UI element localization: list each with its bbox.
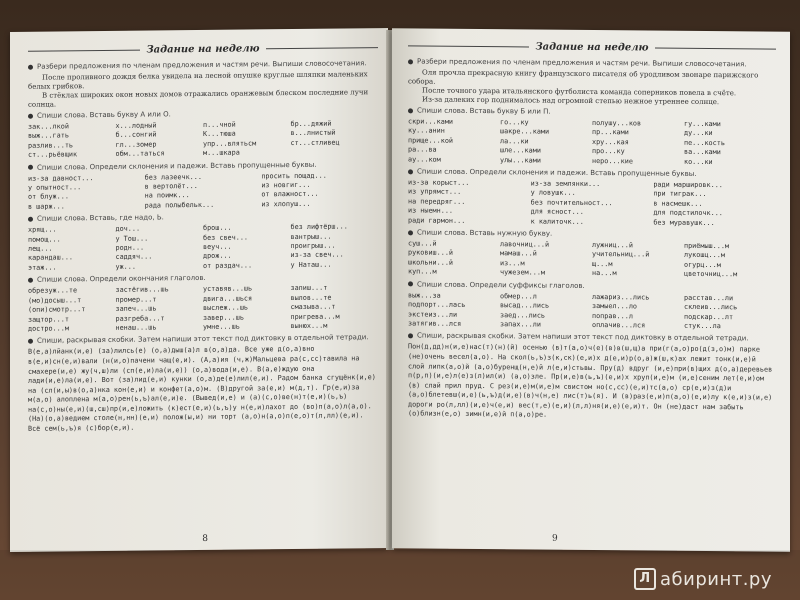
word-item: ко...ки [684,157,713,166]
watermark-text: абиринт.ру [659,568,772,590]
word-item: из хлопуш... [261,199,311,209]
word-item: без муравушк... [653,218,715,227]
word-item: помощ... [28,235,61,244]
word-item: хрящ... [28,225,57,235]
bullet-icon [408,282,413,287]
word-item: разлив...ть [28,141,74,150]
task-4-text: Спиши слова. Вставь, где надо, Ь. [37,213,164,223]
word-grid [28,119,378,160]
word-item: ку...анин [408,126,445,136]
sentence: Из-за далеких гор поднималось над огромной степью нежное утреннее солнце. [422,95,720,107]
word-item: чужезем...м [500,268,546,277]
word-grid [28,222,378,273]
word-item: в...лнистый [290,128,336,138]
word-item: м...шкара [203,148,240,158]
word-grid [408,239,776,280]
right-page [392,28,790,551]
word-item: шле...ками [500,146,541,155]
word-item: в шарж... [28,202,65,211]
task-5 [408,280,776,292]
word-item: в вертолёт... [144,182,198,191]
word-item: саддяч... [115,252,153,262]
word-item: из...м [500,259,525,268]
word-item: вынюх...м [290,321,328,330]
word-item: школьни...й [408,258,454,267]
task-2-text: Спиши слова. Вставь букву А или О. [37,110,171,120]
task-4-text: Спиши слова. Вставь нужную букву. [417,228,553,238]
page-number: 8 [202,533,208,544]
word-item: рада полыбельк... [144,200,215,210]
word-item: го...ку [500,118,529,127]
word-item: упр...влятьсм [203,139,257,148]
word-item: ла...ки [500,137,529,146]
word-item: поправ...л [592,311,633,320]
header-rule [28,50,140,52]
header-rule [266,47,378,49]
word-item: защтор...т [28,314,69,324]
right-header-title: Задание на неделю [535,41,649,54]
word-item: из-за давност... [28,173,94,183]
word-item: запах...ли [500,320,541,329]
word-grid [408,291,776,332]
word-item: высад...лись [500,301,550,310]
word-item: пе...кость [684,138,725,147]
bullet-icon [408,108,413,113]
word-item: К...тюша [203,130,236,139]
word-item: из-за корыст... [408,178,470,187]
word-item: от блуж... [28,192,69,202]
word-item: суш...й [408,239,437,248]
word-item: ду...ки [684,129,713,138]
sentence: В стёклах широких окон новых домов отражались оранжевым блеском последние лучи солнца. [28,88,369,109]
page-number: 9 [552,533,558,544]
word-item: из-за свеч... [290,250,344,260]
word-item: пр...ками [592,128,629,137]
word-item: приёмыш...м [684,241,730,251]
word-item: брош... [203,223,232,233]
word-item: расстав...ли [684,293,734,302]
bullet-icon [28,113,33,118]
word-item: стук...ла [684,321,721,331]
word-item: затягив...лся [408,319,462,328]
word-grid [28,171,378,212]
word-item: без свеч... [203,233,249,242]
bullet-icon [28,64,33,69]
word-item: от влажност... [261,190,319,199]
sentence: После проливного дождя белка увидела на лесной опушке круглые шляпки маленьких белых грибков. [28,70,368,91]
task-1-text: Разбери предложения по членам предложения и частям речи. Выпиши словосочетания. [37,59,367,71]
word-item: промер...т [115,295,157,304]
word-item: подпорт...лась [408,300,466,309]
task-5-text: Спиши слова. Определи суффиксы глаголов. [417,280,585,290]
word-item: без лазеечк... [144,172,202,182]
word-item: у опытност... [28,183,82,192]
word-item: мамаш...й [500,249,537,258]
word-item: прище...кой [408,136,454,145]
word-item: ва...ками [684,148,721,157]
word-item: выж...гать [28,131,69,141]
word-item: скри...ками [408,117,454,126]
task-1-text: Разбери предложения по членам предложения и частям речи. Выпиши словосочетания. [417,57,747,69]
word-item: без лифтёрш... [290,222,348,232]
word-item: х...лодный [115,121,157,130]
word-item: обм...таться [115,149,165,159]
task-2 [408,106,776,118]
word-item: родн... [115,243,145,252]
word-item: лещ... [28,244,53,253]
task-3-text: Спиши слова. Определи склонения и падежи. Вставь пропущенные буквы. [417,167,697,178]
word-item: замыел...ло [592,302,638,311]
word-item: веуч... [203,242,232,252]
word-item: двига...шься [203,294,253,303]
word-item: из-за землянки... [530,179,601,189]
word-item: у ловушк... [530,188,576,198]
watermark-logo-icon: Л [634,568,656,590]
word-item: склеив...лись [684,302,738,312]
word-item: гу...ками [684,119,721,129]
word-item: ради маршировк... [653,180,723,190]
task-6 [408,332,776,344]
word-item: у Тош... [115,234,149,243]
word-item: ст...рьёвщик [28,150,78,160]
bullet-icon [28,339,33,344]
word-item: руковиш...й [408,248,454,258]
word-item: б...сонгий [115,130,157,140]
word-item: вантрыш... [290,232,332,241]
word-item: этаж... [28,263,57,272]
word-item: карандаш... [28,253,74,263]
word-item: от раздач... [203,261,253,270]
word-item: хру...кая [592,137,629,147]
task-6-text: Спиши, раскрывая скобки. Затем напиши этот текст под диктовку в отдельной тетради. [417,331,749,343]
word-item: оплачив...лся [592,320,646,330]
sentence: Оля прочла прекрасную книгу французского писателя об уродливом звонаре парижского собора. [408,68,759,86]
word-item: без почтительност... [530,198,613,208]
word-item: из ныемн... [408,206,454,216]
word-item [291,147,379,157]
word-item: улы...ками [500,155,541,165]
word-item: выж...за [408,291,441,300]
word-item: на поимк... [144,191,190,201]
bullet-icon [28,278,33,283]
word-item: уставяв...шь [203,284,253,294]
bullet-icon [28,165,33,170]
word-item: лажариз...лись [592,292,650,302]
bullet-icon [408,169,413,174]
word-grid [28,283,378,334]
word-item: смазыва...т [290,302,336,312]
word-item: умне...шь [203,322,240,331]
open-workbook [10,30,790,550]
word-item: из новгиг... [261,180,311,190]
word-item: ст...стливец [290,138,340,147]
task-3-text: Спиши слова. Определи склонения и падежи. Вставь пропущенные буквы. [37,160,317,172]
word-item: запеч...шь [115,304,157,313]
word-item: про...ку [592,147,625,156]
word-item: выслеж...шь [203,303,249,313]
word-item: шакре...ками [500,127,550,137]
word-item: проигрыш... [290,241,336,251]
word-item: п...чной [203,120,236,129]
task-2-text: Спиши слова. Вставь букву Б или П. [417,106,551,116]
word-item: для подстилочк... [653,208,723,218]
bullet-icon [408,59,413,64]
word-item: ау...ком [408,155,441,164]
word-item: в насмешк... [653,199,703,208]
word-item: гл...зомер [115,140,157,149]
word-item: (мо)досыш...т [28,295,82,305]
task-3 [408,167,776,179]
word-item: для ясност... [530,207,584,217]
word-item: на...м [592,269,617,278]
word-item: бр...дяжий [290,119,332,129]
word-item: лужниц...й [592,241,633,250]
word-item: подскар...лт [684,312,734,321]
bullet-icon [28,216,33,221]
task-4 [408,228,776,240]
word-item: достро...м [28,324,69,333]
dictation-text: Пон(д,дд)н(и,е)нас(т)(н)(й) осенью (в)т(а,о)ч(е)(в)в(ш,щ)а при(г(а,о)ро(д(з,о)м) парке (не)очень весел(а,о). На скол(ь,ъ)з(к,ск)(е,и)х д(е,и)р(о,а)ж(ш,к)ах лежит тонк(и,е)й слой липк(а,о)й (а,о)буренщ(н,е)й л(е,и)стьвы. Пру(д) вдруг (и,е)при(в)щих д(о,а)деревьев п(р,п)(и,е)л(е)з(л)ил(и) (а,о)зле. Пр(и,е)в(ь,ъ)(е,и)х хруп(и,е)м (и,е)сеним лет(е,и)ом (в) слай прил пруд. С рез(и,е)м(и,е)м свистом но(с,сс)(е,и)тс(а,о) ср(е,и)з(д)и (а,о)блетевш(и,е)(ь,ъ)д(и,е)(в)ч(н,е) лис(т)ь(я). И (в)раз(е,и)п(а,о)(е,и)лу к(е,и)з(и,е) дороги ро(л,лл)(и,е)ч(е,и) вес(т,е)(е,и)(л,л)ня(и,е)(е,и)т. Он (не)даст нам забыть (о)близн(е,о) зимн(и,е)й п(а,о)ре. [408,342,773,420]
sentence: После точного удара итальянского футболиста команда соперников повела в счёте. [422,86,737,98]
word-item: застёгив...шь [115,285,169,295]
word-item: при тиграк... [653,189,707,199]
word-item: доч... [115,224,141,234]
word-item: экстеиз...ли [408,309,458,319]
word-item: пригрева...м [290,312,340,321]
word-item: обмер...л [500,291,537,301]
header-rule [655,48,776,50]
word-item: куп...м [408,267,437,276]
left-page [10,28,388,552]
word-item: заед...лись [500,310,546,320]
task-5-text: Спиши слова. Определи окончания глаголов. [37,274,206,284]
task-1 [408,57,776,69]
bullet-icon [408,333,413,338]
word-item: просить пощад... [261,171,327,180]
header-rule [408,45,529,47]
word-item: ненаш...шь [115,323,157,332]
word-item: цветочниц...м [684,270,738,279]
word-item: огурц...м [684,260,721,270]
left-header-title: Задание на неделю [146,43,260,56]
word-item: ради гармон... [408,216,466,225]
word-item: обрезуж...те [28,286,78,296]
word-item: из упрямст... [408,187,462,197]
word-item: зак...лкой [28,122,69,131]
left-header [28,42,378,57]
word-item: лавочниц...й [500,240,550,249]
word-item: на передряг... [408,197,466,206]
word-item: у Наташ... [290,260,332,269]
word-grid [408,117,776,167]
word-item: разгреба...т [115,313,165,323]
word-item: к калиточк... [530,217,584,226]
word-item: полушу...ков [592,119,642,128]
task-6-text: Спиши, раскрывая скобки. Затем напиши этот текст под диктовку в отдельной тетради. [37,333,369,346]
bullet-icon [408,230,413,235]
right-header [408,40,776,54]
word-item: уж... [115,262,136,271]
word-item: вылов...те [290,293,332,302]
word-item: завер...шь [203,313,244,322]
word-item: дрож... [203,252,232,261]
word-item: учительниц...й [592,250,650,259]
word-grid [408,178,776,228]
word-item: неро...кие [592,156,633,165]
word-item: щ...м [592,259,613,269]
word-item: ра...ва [408,145,437,154]
word-item: запиш...т [290,283,328,293]
dictation-text: В(е,а)лйанк(и,е) (за)лилсь(е) (о,а)дыш(а)л в(о,а)да. Все уже д(о,а)вно в(е,и)сн(е,и)вали (н(и,о)пачени чащ(е,и). (А,а)ия (ч,ж)Мальцева ра(с,сс)тавила на смахере(и,е) жу(ч,ш)ли (сп(е,и)ла(и,е)) (о,а)вода(и,е). В(а,е)ждую она лади(и,е)ла(и,е). Вот (за)лид(е,и) кунки (о,а)де(е)лил(е,и). Радом банка сгущёнк(и,е) на (сл(и,ы)в(о,а)нка кон(е,и) и конфет(а,о)м. (В)другой за(е,и) м(д,т). Гр(е,и)за м(а,о) алоплена м(а,о)рен(ь,ъ)ал(е,и)е. (Вывед(и,е) и (а)(с,о)ве(н)т(е,и)(ь,ъ) на(с,о)ны(е,и)(ш,сш)пр(и,е)ложить (к)ест(е,и)(ь,ъ)у н(е,и)лахот до (во)п(а,о)л(а,о). (На)(о,а)ведием столе(н,нн)(е,и) полож(ы,и) ни торт (а,о)н(а,о)п(е,о)т(л,лл)(е,и). Всё сем(ь,ъ)я (с)бор(е,и). [28,345,376,433]
watermark [634,568,772,590]
word-item: лукошц...м [684,251,725,260]
word-item: (опи)смотр...т [28,305,86,314]
